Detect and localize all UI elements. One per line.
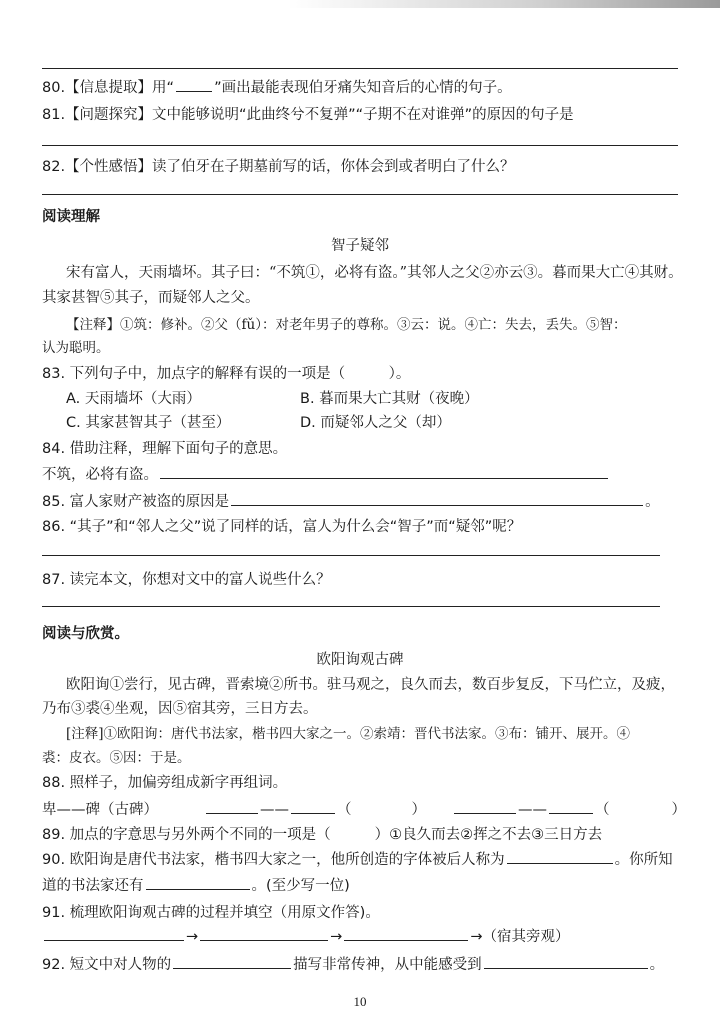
question-88-example: 卑——碑（古碑） [42,802,158,818]
question-83: 83. 下列句子中，加点字的解释有误的一项是（ ）。 [42,366,411,382]
answer-line[interactable] [42,606,660,607]
question-81: 81.【问题探究】文中能够说明“此曲终兮不复弹”“子期不在对谁弹”的原因的句子是 [42,107,574,123]
passage-note: 认为聪明。 [42,340,110,356]
answer-blank[interactable] [173,954,291,969]
question-87: 87. 读完本文，你想对文中的富人说些什么？ [42,572,331,588]
answer-blank[interactable] [484,954,648,969]
question-90: 90. 欧阳询是唐代书法家，楷书四大家之一，他所创造的字体被后人称为 。你所知 [42,848,673,869]
question-84-sentence: 不筑，必将有盗。 [42,463,610,484]
question-91-flow: → → →（宿其旁观） [42,925,569,946]
option-a[interactable]: A. 天雨墙坏（大雨） [66,391,201,407]
passage-text: 其家甚智⑤其子，而疑邻人之父。 [42,290,260,306]
passage-note: [注释]①欧阳询：唐代书法家，楷书四大家之一。②索靖：晋代书法家。③布：铺开、展开。④ [66,726,631,742]
question-91: 91. 梳理欧阳询观古碑的过程并填空（用原文作答)。 [42,905,380,921]
question-85: 85. 富人家财产被盗的原因是 。 [42,490,660,511]
passage-note: 【注释】①筑：修补。②父（fǔ）：对老年男子的尊称。③云：说。④亡：失去，丢失。⑤智： [66,317,627,333]
answer-blank[interactable] [44,926,184,941]
section-heading: 阅读理解 [42,209,100,225]
answer-line[interactable] [42,145,678,146]
answer-blank[interactable] [146,875,250,890]
question-86: 86. “其子”和“邻人之父”说了同样的话，富人为什么会“智子”而“疑邻”呢？ [42,519,522,535]
passage-note: 裘：皮衣。⑤因：于是。 [42,750,191,766]
question-82: 82.【个性感悟】读了伯牙在子期墓前写的话，你体会到或者明白了什么？ [42,159,515,175]
option-c[interactable]: C. 其家甚智其子（甚至） [66,415,231,431]
question-88: 88. 照样子，加偏旁组成新字再组词。 [42,775,288,791]
option-b[interactable]: B. 暮而果大亡其财（夜晚） [300,391,479,407]
passage-text: 欧阳询①尝行，见古碑，晋索境②所书。驻马观之，良久而去，数百步复反，下马伫立，及疲， [66,677,675,693]
passage-text: 乃布③裘④坐观，因⑤宿其旁，三日方去。 [42,701,318,717]
answer-line[interactable] [42,555,660,556]
question-84: 84. 借助注释，理解下面句子的意思。 [42,441,288,457]
answer-line [42,68,678,69]
question-80: 80.【信息提取】用“ ”画出最能表现伯牙痛失知音后的心情的句子。 [42,76,512,97]
answer-blank[interactable] [507,849,613,864]
radical-blank[interactable]: —— （ ） [204,798,426,819]
radical-blank[interactable]: —— （ ） [452,798,686,819]
passage-text: 宋有富人，天雨墙坏。其子曰：“不筑①，必将有盗。”其邻人之父②亦云③。暮而果大亡④其财。 [66,265,683,281]
answer-blank[interactable] [231,491,643,506]
answer-blank[interactable] [200,926,328,941]
option-d[interactable]: D. 而疑邻人之父（却） [300,415,451,431]
passage-title: 智子疑邻 [331,238,389,254]
answer-line[interactable] [42,194,678,195]
question-89: 89. 加点的字意思与另外两个不同的一项是（ ）①良久而去②挥之不去③三日方去 [42,827,603,843]
passage-title: 欧阳询观古碑 [316,652,404,668]
answer-blank[interactable] [344,926,468,941]
scan-edge [0,0,720,8]
page-number: 10 [353,994,367,1009]
question-90-cont: 道的书法家还有 。(至少写一位) [42,874,350,895]
answer-blank[interactable] [160,464,608,479]
section-heading: 阅读与欣赏。 [42,626,129,642]
question-92: 92. 短文中对人物的 描写非常传神，从中能感受到 。 [42,953,664,974]
answer-blank[interactable] [176,77,212,92]
